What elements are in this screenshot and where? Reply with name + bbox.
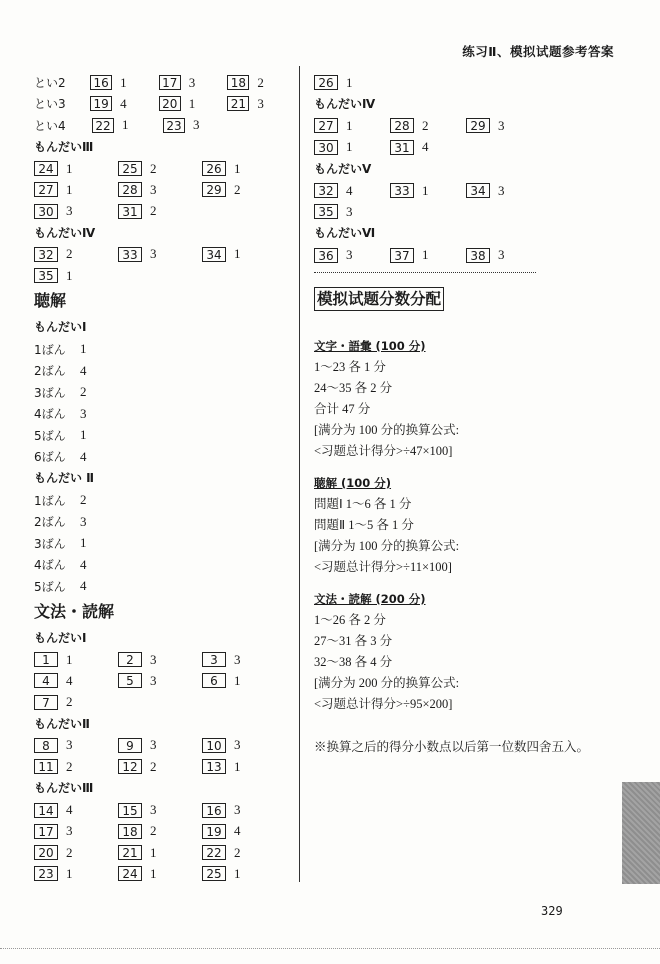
answer-value: 4 <box>346 182 353 198</box>
question-label: 1ばん <box>34 342 66 357</box>
answer-value: 2 <box>80 384 87 400</box>
listening-row <box>34 360 296 382</box>
question-number-box: 30 <box>314 140 338 155</box>
score-line: 合计 47 分 <box>314 401 371 416</box>
listening-row <box>34 403 296 425</box>
listening-answers <box>34 489 296 597</box>
page-number: 329 <box>541 904 563 918</box>
answer-value: 2 <box>66 844 73 860</box>
answer-row <box>34 158 296 179</box>
answer-grid <box>34 158 296 222</box>
listening-row <box>34 532 296 554</box>
answer-row <box>34 821 296 842</box>
question-number-box: 23 <box>163 118 185 133</box>
toi-label: とい4 <box>34 118 66 133</box>
answer-value: 4 <box>80 556 87 572</box>
answer-value: 1 <box>234 160 241 176</box>
answer-value: 1 <box>234 758 241 774</box>
question-number-box: 15 <box>118 803 142 818</box>
answer-item <box>118 246 202 262</box>
answer-item <box>34 203 118 219</box>
question-number-box: 4 <box>34 673 58 688</box>
answer-item <box>34 802 118 818</box>
listening-row <box>34 575 296 597</box>
toi-row <box>34 115 296 136</box>
question-number-box: 37 <box>390 248 414 263</box>
answer-item <box>118 759 202 775</box>
answer-item <box>314 75 390 91</box>
answer-value: 2 <box>257 74 264 90</box>
answer-row <box>34 691 296 712</box>
question-number-box: 16 <box>90 75 112 90</box>
answer-item <box>118 161 202 177</box>
score-line: [满分为 100 分的换算公式: <box>314 422 460 437</box>
question-label: 3ばん <box>34 536 66 551</box>
toi-row <box>34 93 296 114</box>
answer-grid <box>314 72 614 93</box>
answer-item <box>90 96 159 112</box>
answer-grid <box>34 735 296 778</box>
chapter-thumb-tab <box>622 782 660 884</box>
answer-row <box>34 735 296 756</box>
answer-item <box>118 802 202 818</box>
answer-value: 3 <box>257 95 264 111</box>
answer-item <box>314 247 390 263</box>
answer-row <box>314 72 614 93</box>
answer-item <box>118 182 202 198</box>
question-number-box: 31 <box>118 204 142 219</box>
score-lines <box>314 494 614 578</box>
subsection-title: もんだいⅤ <box>314 161 372 176</box>
answer-item <box>202 182 286 198</box>
answer-item <box>34 694 118 710</box>
answer-value: 1 <box>234 246 241 262</box>
answer-value: 1 <box>80 341 87 357</box>
answer-value: 3 <box>150 802 157 817</box>
question-number-box: 5 <box>118 673 142 688</box>
answer-item <box>34 161 118 177</box>
answer-value: 2 <box>66 246 73 262</box>
answer-value: 3 <box>346 247 353 263</box>
answer-value: 4 <box>80 448 87 464</box>
answer-value: 2 <box>150 758 157 774</box>
score-subsection-title: 文法・読解 (200 分) <box>314 591 426 606</box>
answer-grid <box>314 115 614 158</box>
answer-grid <box>314 180 614 223</box>
answer-item <box>202 161 286 177</box>
question-number-box: 33 <box>118 247 142 262</box>
question-number-box: 31 <box>390 140 414 155</box>
question-number-box: 26 <box>202 161 226 176</box>
answer-value: 3 <box>66 203 73 219</box>
dotted-separator <box>314 272 536 273</box>
answer-item <box>202 759 286 775</box>
question-number-box: 30 <box>34 204 58 219</box>
question-number-box: 27 <box>314 118 338 133</box>
answer-value: 1 <box>422 247 429 263</box>
answer-value: 3 <box>234 737 241 753</box>
question-number-box: 25 <box>202 866 226 881</box>
answer-item <box>202 845 286 861</box>
answer-row <box>34 200 296 221</box>
answer-item <box>202 802 286 818</box>
answer-value: 3 <box>498 117 505 133</box>
answer-value: 4 <box>120 95 127 111</box>
question-number-box: 21 <box>118 845 142 860</box>
answer-item <box>118 673 202 689</box>
question-number-box: 32 <box>314 183 338 198</box>
score-line: 問題Ⅱ 1～5 各 1 分 <box>314 517 414 532</box>
score-line: 1～26 各 2 分 <box>314 612 386 627</box>
answer-row <box>314 137 614 158</box>
question-number-box: 35 <box>34 268 58 283</box>
question-number-box: 28 <box>390 118 414 133</box>
answer-item <box>34 246 118 262</box>
question-number-box: 21 <box>227 96 249 111</box>
answer-value: 2 <box>80 492 87 508</box>
score-line: <习题总计得分>÷47×100] <box>314 443 453 458</box>
question-number-box: 20 <box>159 96 181 111</box>
question-number-box: 38 <box>466 248 490 263</box>
answer-item <box>466 118 542 134</box>
answer-item <box>118 823 202 839</box>
question-number-box: 18 <box>227 75 249 90</box>
question-number-box: 32 <box>34 247 58 262</box>
answer-item <box>227 75 296 91</box>
answer-value: 1 <box>346 74 353 90</box>
answer-row <box>34 265 296 286</box>
question-number-box: 1 <box>34 652 58 667</box>
question-number-box: 2 <box>118 652 142 667</box>
question-number-box: 19 <box>90 96 112 111</box>
answer-item <box>202 737 286 753</box>
answer-value: 1 <box>120 74 127 90</box>
answer-grid <box>34 244 296 287</box>
answer-value: 1 <box>234 672 241 688</box>
question-number-box: 17 <box>159 75 181 90</box>
answer-value: 1 <box>150 865 157 881</box>
listening-row <box>34 424 296 446</box>
question-number-box: 25 <box>118 161 142 176</box>
answer-value: 2 <box>150 203 157 219</box>
answer-value: 3 <box>498 182 505 198</box>
answer-item <box>159 96 228 112</box>
score-line: 27～31 各 3 分 <box>314 633 393 648</box>
answer-row <box>34 863 296 884</box>
answer-item <box>34 737 118 753</box>
question-label: 4ばん <box>34 558 66 573</box>
question-label: 2ばん <box>34 364 66 379</box>
answer-value: 1 <box>188 95 196 111</box>
answer-row <box>34 756 296 777</box>
answer-value: 3 <box>66 737 73 753</box>
answer-value: 1 <box>234 865 241 881</box>
subsection-title: もんだいⅣ <box>314 97 376 112</box>
answer-value: 1 <box>66 651 73 667</box>
question-number-box: 19 <box>202 824 226 839</box>
answer-value: 2 <box>234 181 241 197</box>
answer-value: 1 <box>346 139 353 155</box>
answer-item <box>466 247 542 263</box>
question-number-box: 34 <box>466 183 490 198</box>
answer-row <box>34 670 296 691</box>
answer-value: 3 <box>80 513 87 529</box>
answer-value: 3 <box>150 672 157 688</box>
question-number-box: 3 <box>202 652 226 667</box>
toi-row <box>34 72 296 93</box>
answer-row <box>34 799 296 820</box>
listening-row <box>34 489 296 511</box>
section-title-bunpou: 文法・読解 <box>34 601 115 621</box>
answer-value: 1 <box>422 182 429 198</box>
subsection-title: もんだいⅢ <box>34 139 94 154</box>
subsection-title: もんだいⅣ <box>34 225 96 240</box>
score-section-title: 模拟试题分数分配 <box>314 287 444 311</box>
score-line: 24～35 各 2 分 <box>314 380 393 395</box>
answer-item <box>163 117 234 133</box>
answer-item <box>34 823 118 839</box>
question-label: 5ばん <box>34 428 66 443</box>
question-label: 4ばん <box>34 407 66 422</box>
answer-item <box>314 204 390 220</box>
question-label: 5ばん <box>34 579 66 594</box>
answer-item <box>118 203 202 219</box>
score-subsection-title: 文字・語彙 (100 分) <box>314 338 426 353</box>
answer-value: 4 <box>422 139 429 155</box>
answer-item <box>34 268 118 284</box>
question-number-box: 22 <box>202 845 226 860</box>
question-number-box: 9 <box>118 738 142 753</box>
toi-label: とい3 <box>34 97 66 112</box>
answer-value: 4 <box>66 802 73 817</box>
score-line: <习题总计得分>÷11×100] <box>314 559 452 574</box>
subsection-title: もんだいⅠ <box>34 630 87 645</box>
answer-value: 3 <box>188 74 196 90</box>
answer-item <box>390 183 466 199</box>
answer-item <box>202 823 286 839</box>
answer-row <box>34 649 296 670</box>
right-column <box>314 72 614 755</box>
answer-value: 1 <box>66 181 73 197</box>
answer-value: 3 <box>80 405 87 421</box>
answer-item <box>34 652 118 668</box>
answer-value: 1 <box>346 117 353 133</box>
answer-value: 3 <box>193 117 200 133</box>
question-number-box: 33 <box>390 183 414 198</box>
answer-value: 3 <box>150 651 157 667</box>
answer-item <box>118 652 202 668</box>
subsection-title: もんだい Ⅱ <box>34 471 95 486</box>
answer-item <box>202 673 286 689</box>
answer-item <box>34 759 118 775</box>
answer-item <box>90 75 159 91</box>
question-number-box: 24 <box>118 866 142 881</box>
answer-row <box>34 179 296 200</box>
answer-row <box>34 842 296 863</box>
answer-item <box>202 866 286 882</box>
listening-answers <box>34 338 296 467</box>
question-label: 1ばん <box>34 493 66 508</box>
question-number-box: 13 <box>202 759 226 774</box>
answer-value: 3 <box>150 737 157 753</box>
score-line: <习题总计得分>÷95×200] <box>314 696 453 711</box>
answer-value: 4 <box>66 672 73 688</box>
answer-item <box>227 96 296 112</box>
question-number-box: 12 <box>118 759 142 774</box>
toi-label: とい2 <box>34 76 66 91</box>
column-divider <box>299 66 300 882</box>
answer-grid <box>34 799 296 884</box>
answer-row <box>314 180 614 201</box>
answer-value: 2 <box>66 694 73 710</box>
answer-value: 3 <box>346 203 353 219</box>
answer-item <box>34 673 118 689</box>
answer-grid <box>314 244 614 265</box>
listening-row <box>34 511 296 533</box>
answer-item <box>92 117 163 133</box>
answer-item <box>390 118 466 134</box>
answer-row <box>314 201 614 222</box>
section-title-choukai: 聴解 <box>34 291 67 311</box>
score-line: 1～23 各 1 分 <box>314 359 386 374</box>
question-number-box: 29 <box>202 182 226 197</box>
question-number-box: 24 <box>34 161 58 176</box>
answer-item <box>390 139 466 155</box>
answer-value: 2 <box>234 844 241 860</box>
answer-item <box>34 845 118 861</box>
answer-value: 2 <box>422 117 429 133</box>
score-lines <box>314 610 614 715</box>
answer-item <box>34 866 118 882</box>
score-lines <box>314 357 614 462</box>
answer-value: 3 <box>66 823 73 839</box>
question-number-box: 28 <box>118 182 142 197</box>
answer-item <box>159 75 228 91</box>
question-number-box: 26 <box>314 75 338 90</box>
answer-item <box>34 182 118 198</box>
listening-row <box>34 381 296 403</box>
answer-item <box>118 845 202 861</box>
answer-value: 3 <box>150 246 157 262</box>
answer-item <box>314 139 390 155</box>
score-line: [满分为 100 分的换算公式: <box>314 538 460 553</box>
question-number-box: 20 <box>34 845 58 860</box>
answer-item <box>390 247 466 263</box>
answer-value: 1 <box>66 267 73 283</box>
answer-item <box>466 183 542 199</box>
answer-item <box>118 737 202 753</box>
listening-row <box>34 554 296 576</box>
score-line: 32～38 各 4 分 <box>314 654 393 669</box>
question-number-box: 7 <box>34 695 58 710</box>
question-number-box: 8 <box>34 738 58 753</box>
question-number-box: 35 <box>314 204 338 219</box>
answer-value: 3 <box>498 247 505 263</box>
answer-value: 1 <box>80 427 87 443</box>
question-number-box: 27 <box>34 182 58 197</box>
toi-block <box>34 72 296 136</box>
answer-item <box>118 866 202 882</box>
question-number-box: 36 <box>314 248 338 263</box>
question-number-box: 22 <box>92 118 114 133</box>
question-label: 3ばん <box>34 385 66 400</box>
answer-value: 4 <box>234 823 241 839</box>
answer-value: 2 <box>150 160 157 176</box>
score-line: [满分为 200 分的换算公式: <box>314 675 460 690</box>
answer-value: 3 <box>234 651 241 667</box>
answer-value: 2 <box>150 823 157 839</box>
answer-value: 4 <box>80 578 87 594</box>
footer-dotted-line <box>0 948 660 949</box>
answer-value: 2 <box>66 758 73 774</box>
question-number-box: 23 <box>34 866 58 881</box>
answer-row <box>314 115 614 136</box>
answer-value: 1 <box>66 865 73 881</box>
answer-item <box>314 118 390 134</box>
question-number-box: 18 <box>118 824 142 839</box>
answer-value: 1 <box>122 117 129 133</box>
score-line: 問題Ⅰ 1～6 各 1 分 <box>314 496 412 511</box>
answer-row <box>34 244 296 265</box>
listening-row <box>34 338 296 360</box>
question-number-box: 34 <box>202 247 226 262</box>
question-label: 6ばん <box>34 450 66 465</box>
running-header: 练习Ⅱ、模拟试题参考答案 <box>462 44 614 59</box>
question-number-box: 11 <box>34 759 58 774</box>
question-number-box: 10 <box>202 738 226 753</box>
answer-row <box>314 244 614 265</box>
question-number-box: 29 <box>466 118 490 133</box>
question-number-box: 14 <box>34 803 58 818</box>
rounding-note: ※换算之后的得分小数点以后第一位数四舍五入。 <box>314 739 590 754</box>
score-subsection-title: 聴解 (100 分) <box>314 475 392 490</box>
question-number-box: 6 <box>202 673 226 688</box>
subsection-title: もんだいⅢ <box>34 781 94 796</box>
answer-value: 4 <box>80 362 87 378</box>
subsection-title: もんだいⅠ <box>34 320 87 335</box>
question-number-box: 16 <box>202 803 226 818</box>
answer-value: 1 <box>150 844 157 860</box>
answer-value: 1 <box>66 160 73 176</box>
question-number-box: 17 <box>34 824 58 839</box>
answer-value: 3 <box>234 802 241 817</box>
subsection-title: もんだいⅡ <box>34 716 90 731</box>
answer-item <box>202 246 286 262</box>
answer-grid <box>34 649 296 713</box>
listening-row <box>34 446 296 468</box>
answer-item <box>314 183 390 199</box>
question-label: 2ばん <box>34 515 66 530</box>
left-column <box>34 72 296 885</box>
answer-value: 3 <box>150 181 157 197</box>
subsection-title: もんだいⅥ <box>314 226 376 241</box>
answer-item <box>202 652 286 668</box>
answer-value: 1 <box>80 535 87 551</box>
